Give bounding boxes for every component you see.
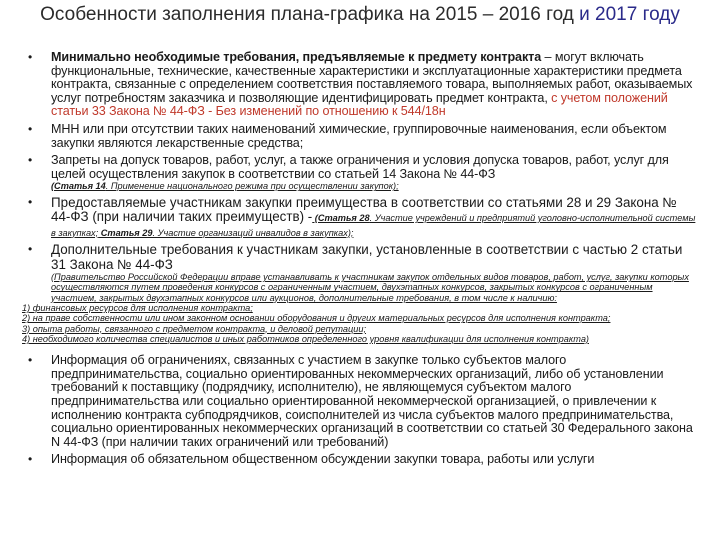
- slide-content: [0, 51, 720, 467]
- bullet-dot: •: [28, 50, 33, 64]
- advantages-note-1: . Участие учреждений и предприятий уголовно-исполнительной системы в закупках;: [51, 213, 696, 238]
- advantages-note-bold-2: Статья 29: [98, 227, 153, 238]
- bullet-mnn-text: МНН или при отсутствии таких наименований химические, группировочные наименования, если объектом закупки являются лекарственные средства;: [51, 121, 667, 150]
- bullet-bans: [0, 154, 720, 181]
- extra-requirements-note: [0, 272, 720, 303]
- bullet-advantages: [0, 196, 720, 240]
- bullet-public-discussion-text: Информация об обязательном общественном обсуждении закупки товара, работы или услуги: [51, 452, 595, 467]
- bullet-smb-restrictions-text: Информация об ограничениях, связанных с участием в закупке только субъектов малого предпринимательства, социально ориентированных некоммерческих организаций, либо об установлении требований к поставщику (подрядчику, исполнителю), не являющемуся субъектом малого предпринимательства или социально ориентированной некоммерческой организацией, о привлечении к исполнению контракта субподрядчиков, соисполнителей из числа субъектов малого предпринимательства, социально ориентированных некоммерческих организаций в соответствии со статьей 30 Федерального закона N 44-ФЗ (при наличии таких ограничений или требований): [51, 353, 693, 449]
- bullet-advantages-text: Предоставляемые участникам закупки преимущества в соответствии со статьями 28 и 29 Закона № 44-ФЗ (при наличии таких преимуществ) -: [51, 194, 677, 225]
- title-main: Особенности заполнения плана-графика на 2015 – 2016 год: [40, 4, 574, 25]
- extra-requirements-note-text: (Правительство Российской Федерации вправе устанавливать к участникам закупок отдельных видов товаров, работ, услуг, закупки которых осуществляются путем проведения конкурсов с ограниченным участием, двухэтапных конкурсов, закрытых конкурсов с ограниченным участием, закрытых двухэтапных конкурсов или аукционов, дополнительные требования, в том числе к наличию:: [51, 272, 689, 303]
- bullet-public-discussion: [0, 453, 720, 467]
- bullet-smb-restrictions: [0, 354, 720, 449]
- bullet-dot: •: [28, 452, 33, 467]
- bullet-dot: •: [28, 353, 33, 368]
- bullet-min-requirements-text: – могут включать функциональные, технические, качественные характеристики и эксплуатационные характеристики предмета контракта, связанные с определением соответствия поставляемого товара, выполняемых работ, оказываемых услуг потребностям заказчика и позволяющие идентифицировать предмет контракта,: [51, 50, 693, 105]
- bans-note-bold: (Статья 14: [51, 181, 106, 192]
- bullet-bans-note: [0, 181, 720, 191]
- bullet-extra-requirements: [0, 243, 720, 272]
- bullet-dot: •: [28, 194, 33, 209]
- bullet-bans-text: Запреты на допуск товаров, работ, услуг, а также ограничения и условия допуска товаров, работ, услуг для целей осуществления закупок в соответствии со статьей 14 Закона № 44-ФЗ: [51, 153, 669, 181]
- bullet-extra-requirements-text: Дополнительные требования к участникам закупки, установленные в соответствии с частью 2 статьи 31 Закона № 44-ФЗ: [51, 242, 683, 272]
- advantages-note-bold-1: (Статья 28: [312, 213, 370, 224]
- bullet-dot: •: [28, 242, 33, 257]
- extra-requirement-item: 2) на праве собственности или ином законном основании оборудования и других материальных ресурсов для исполнения контракта;: [22, 313, 611, 324]
- bullet-min-requirements-bold: Минимально необходимые требования, предъявляемые к предмету контракта: [51, 50, 542, 64]
- bans-note-text: . Применение национального режима при осуществлении закупок);: [105, 181, 399, 192]
- bullet-min-requirements-red: с учетом положений статьи 33 Закона № 44-ФЗ - Без изменений по отношению к 544/18н: [51, 90, 668, 119]
- bullet-mnn: [0, 123, 720, 150]
- advantages-note-2: . Участие организаций инвалидов в закупках);: [152, 227, 354, 238]
- bullet-dot: •: [28, 153, 33, 168]
- bullet-dot: •: [28, 121, 33, 136]
- extra-requirement-item: 4) необходимого количества специалистов и иных работников определенного уровня квалификации для исполнения контракта): [22, 333, 589, 344]
- extra-requirement-item: 1) финансовых ресурсов для исполнения контракта;: [22, 303, 253, 314]
- title-accent: и 2017 году: [579, 4, 680, 25]
- slide-title: [20, 3, 700, 26]
- bullet-min-requirements: [0, 51, 720, 119]
- extra-requirement-item: 3) опыта работы, связанного с предметом контракта, и деловой репутации;: [22, 323, 367, 334]
